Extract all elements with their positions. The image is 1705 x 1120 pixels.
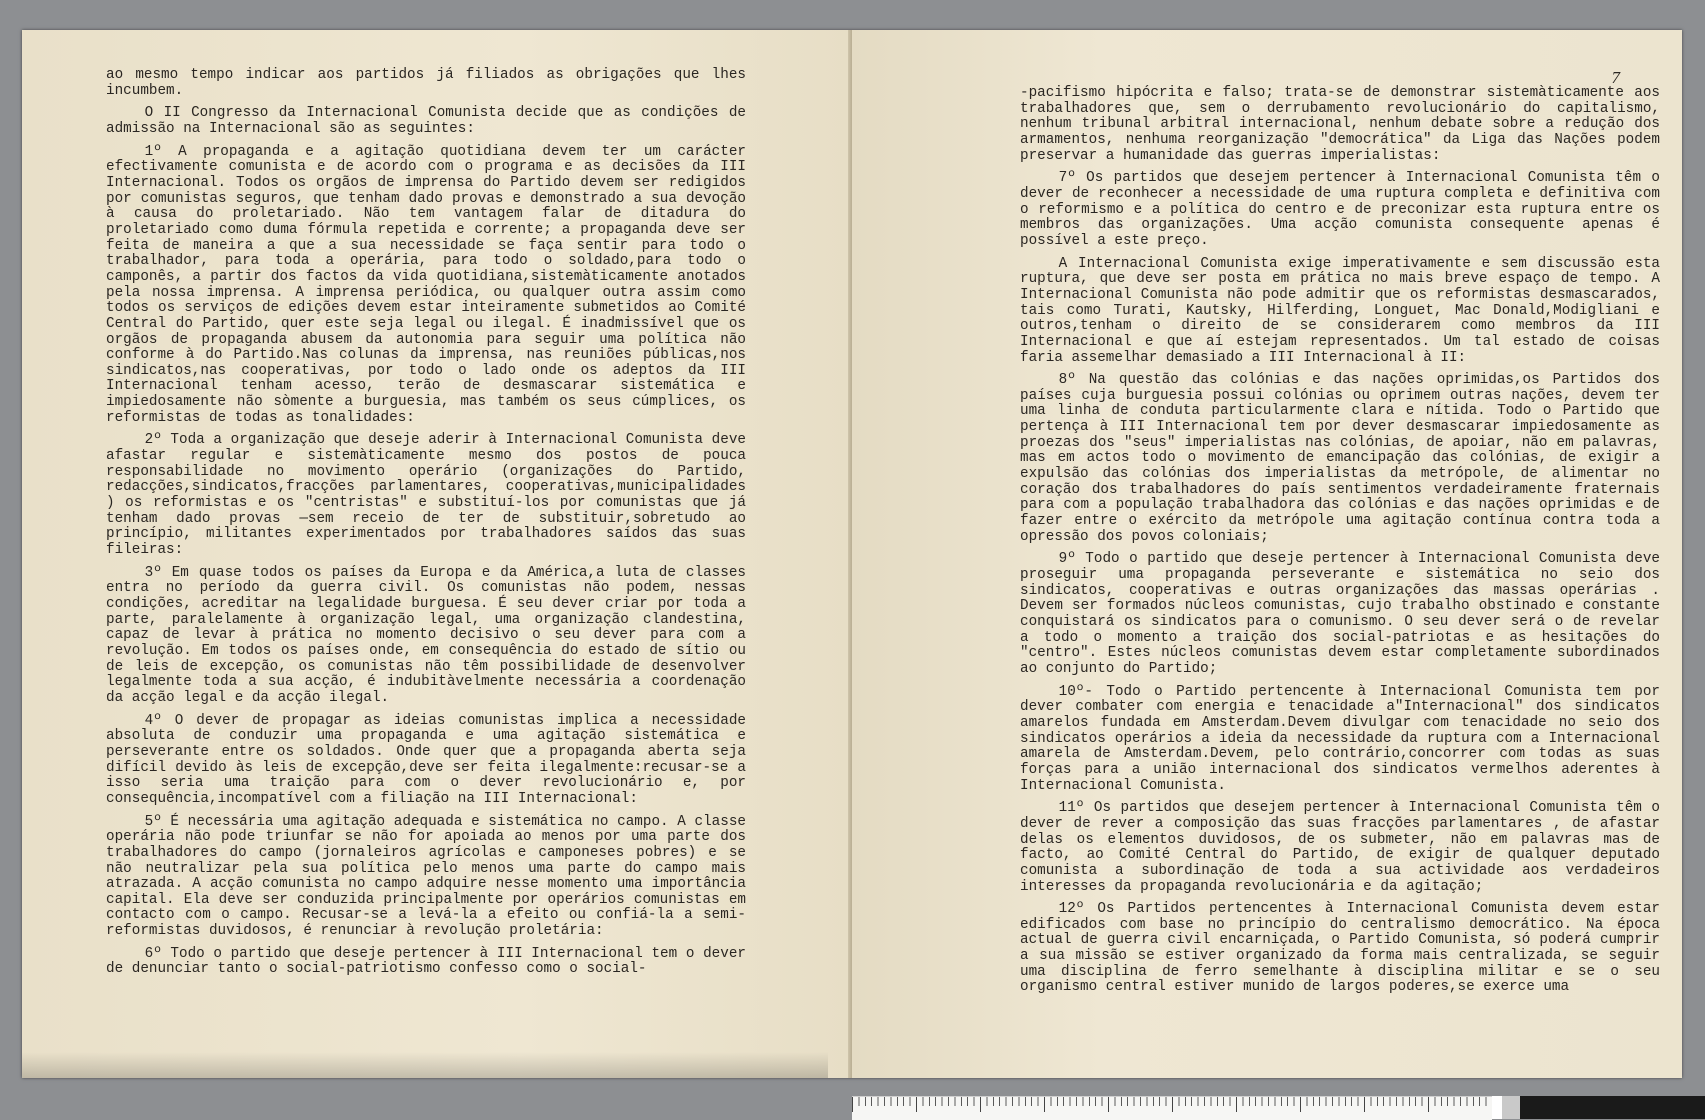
paragraph-condition-1: 1º A propaganda e a agitação quotidiana devem ter um carácter efectivamente comunista e de acordo com o programa e as decisões da III Internacional. Todos os orgãos de imprensa do Partido devem ser redigidos por comunistas seguros, que tenham dado provas e demonstrado a sua devoção à causa do proletariado. Não tem vantagem falar de ditadura do proletariado como duma fórmula repetida e corrente; a propaganda deve ser feita de maneira a que a sua necessidade se faça sentir para todo o trabalhador, para toda a operária, para todo o soldado,para todo o camponês, a partir dos factos da vida quotidiana,sistemàticamente anotados pela nossa imprensa. A imprensa periódica, ou qualquer outra assim como todos os serviços de edições devem estar inteiramente submetidos ao Comité Central do Partido, quer este seja legal ou ilegal. É inadmissível que os orgãos de propaganda abusem da autonomia para seguir uma política não conforme à do Partido.Nas colunas da imprensa, nas reuniões públicas,nos sindicatos,nas cooperativas, por todo o lado onde os adeptos da III Internacional tenham acesso, terão de desmascarar sistemática e impiedosamente não sòmente a burguesia, mas também os seus cúmplices, os reformistas de todas as tonalidades: <box>106 143 746 426</box>
paragraph-condition-3: 3º Em quase todos os países da Europa e da América,a luta de classes entra no período da guerra civil. Os comunistas não podem, nessas condições, acreditar na legalidade burguesa. É seu dever criar por toda a parte, paralelamente à organização legal, uma organização clandestina, capaz de levar à prática no momento decisivo o seu dever para com a revolução. Em todos os países onde, em consequência do estado de sítio ou de leis de excepção, os comunistas não têm possibilidade de desenvolver legalmente toda a sua acção, é indubitàvelmente necessária a coordenação da acção legal e da acção ilegal. <box>106 564 746 706</box>
document-spread <box>22 30 1682 1078</box>
paragraph-condition-11: 11º Os partidos que desejem pertencer à Internacional Comunista têm o dever de rever a composição das suas fracções parlamentares , de afastar delas os elementos duvidosos, de os submeter, não em palavras mas de facto, ao Comité Central do Partido, de exigir de qualquer deputado comunista a subordinação de toda a sua actividade aos verdadeiros interesses da propaganda revolucionária e da agitação; <box>1020 800 1660 895</box>
paragraph-condition-7: 7º Os partidos que desejem pertencer à Internacional Comunista têm o dever de reconhecer a necessidade de uma ruptura completa e definitiva com o reformismo e a política do centro e de preconizar esta ruptura entre os membros das organizações. Uma acção comunista consequente apenas é possível a este preço. <box>1020 170 1660 249</box>
measurement-ruler <box>852 1096 1492 1120</box>
paragraph-condition-12: 12º Os Partidos pertencentes à Internacional Comunista devem estar edificados com base no princípio do centralismo democrático. Na época actual de guerra civil encarniçada, o Partido Comunista, só poderá cumprir a sua missão se estiver organizado da forma mais centralizada, se seguir uma disciplina de ferro semelhante à disciplina militar e se o seu organismo central estiver munido de largos poderes,se exerce uma <box>1020 901 1660 996</box>
right-page-text <box>1020 86 1660 1003</box>
paragraph-condition-9: 9º Todo o partido que deseje pertencer à Internacional Comunista deve proseguir uma propaganda perseverante e sistemática no seio dos sindicatos, cooperativas e outras organizações das massas operárias . Devem ser formados núcleos comunistas, cujo trabalho obstinado e constante conquistará os sindicatos para o comunismo. O seu dever será o de revelar a todo o momento a traição dos social-patriotas e as hesitações do "centro". Estes núcleos comunistas devem estar completamente subordinados ao conjunto do Partido; <box>1020 551 1660 677</box>
page-edge-shadow <box>22 1052 828 1078</box>
paragraph: A Internacional Comunista exige imperativamente e sem discussão esta ruptura, que deve ser posta em prática no mais breve espaço de tempo. A Internacional Comunista não pode admitir que os reformistas desmascarados, tais como Turati, Kautsky, Hilferding, Longuet, Mac Donald,Modigliani e outros,tenham o direito de se considerarem como membros da III Internacional e que aí estejam representados. Um tal estado de coisas faria assemelhar demasiado a III Internacional à II: <box>1020 255 1660 366</box>
paragraph: O II Congresso da Internacional Comunista decide que as condições de admissão na Internacional são as seguintes: <box>106 105 746 137</box>
paragraph-condition-2: 2º Toda a organização que deseje aderir à Internacional Comunista deve afastar regular e sistemàticamente mesmo dos postos de pouca responsabilidade no movimento operário (organizações do Partido, redacções,sindicatos,fracções parlamentares, cooperativas,municipalidades ) os reformistas e os "centristas" e substituí-los por comunistas que já tenham dado provas —sem receio de ter de substituir,sobretudo ao princípio, militantes experimentados por trabalhadores saídos das suas fileiras: <box>106 432 746 559</box>
paragraph-condition-5: 5º É necessária uma agitação adequada e sistemática no campo. A classe operária não pode triunfar se não for apoiada ao menos por uma parte dos trabalhadores do campo (jornaleiros agrícolas e camponeses pobres) e se não neutralizar pela sua política pelo menos uma parte do campo mais atrazada. A acção comunista no campo adquire nesse momento uma importância capital. Ela deve ser conduzida principalmente por operários comunistas em contacto com o campo. Recusar-se a levá-la a efeito ou confiá-la a semi-reformistas duvidosos, é renunciar à revolução proletária: <box>106 813 746 940</box>
right-page <box>852 30 1682 1078</box>
left-page-text <box>106 68 746 985</box>
paragraph-condition-10: 10º- Todo o Partido pertencente à Internacional Comunista tem por dever combater com energia e tenacidade a"Internacional" dos sindicatos amarelos fundada em Amsterdam.Devem divulgar com tenacidade no seio dos sindicatos operários a ideia da necessidade da ruptura com a Internacional amarela de Amsterdam.Devem, pelo contrário,concorrer com todas as suas forças para a união internacional dos sindicatos vermelhos aderentes à Internacional Comunista. <box>1020 683 1660 794</box>
paragraph-condition-8: 8º Na questão das colónias e das nações oprimidas,os Partidos dos países cuja burguesia possui colónias ou oprimem outras nações, devem ter uma linha de conduta particularmente clara e nítida. Todo o Partido que pertença à III Internacional tem por dever desmascarar impiedosamente as proezas dos "seus" imperialistas nas colónias, de apoiar, não em palavras, mas em actos todo o movimento de emancipação das colónias, de exigir a expulsão das colónias dos imperialistas da metrópole, de alimentar no coração dos trabalhadores do país sentimentos verdadeiramente fraternais para com a população trabalhadora das colónias e das nações oprimidas e de fazer entre o exército da metrópole uma agitação contínua contra toda a opressão dos povos coloniais; <box>1020 372 1660 545</box>
paragraph: -pacifismo hipócrita e falso; trata-se de demonstrar sistemàticamente aos trabalhadores que, sem o derrubamento revolucionário do capitalismo, nenhum tribunal arbitral internacional, nenhum debate sobre a redução dos armamentos, nenhuma reorganização "democrática" da Liga das Nações podem preservar a humanidade das guerras imperialistas: <box>1020 85 1660 164</box>
paragraph-condition-4: 4º O dever de propagar as ideias comunistas implica a necessidade absoluta de conduzir uma propaganda e uma agitação sistemática e perseverante entre os soldados. Onde quer que a propaganda aberta seja difícil devido às leis de excepção,deve ser feita ilegalmente:recusar-se a isso seria uma traição para com o dever revolucionário e, por consequência,incompatível com a filiação na III Internacional: <box>106 712 746 807</box>
left-page <box>22 30 852 1078</box>
color-scale-bar <box>1492 1096 1705 1119</box>
paragraph-condition-6: 6º Todo o partido que deseje pertencer à III Internacional tem o dever de denunciar tanto o social-patriotismo confesso como o social- <box>106 945 746 978</box>
page-number: 7 <box>1611 68 1620 87</box>
paragraph: ao mesmo tempo indicar aos partidos já filiados as obrigações que lhes incumbem. <box>106 67 746 99</box>
ruler-major-ticks <box>852 1097 1492 1120</box>
